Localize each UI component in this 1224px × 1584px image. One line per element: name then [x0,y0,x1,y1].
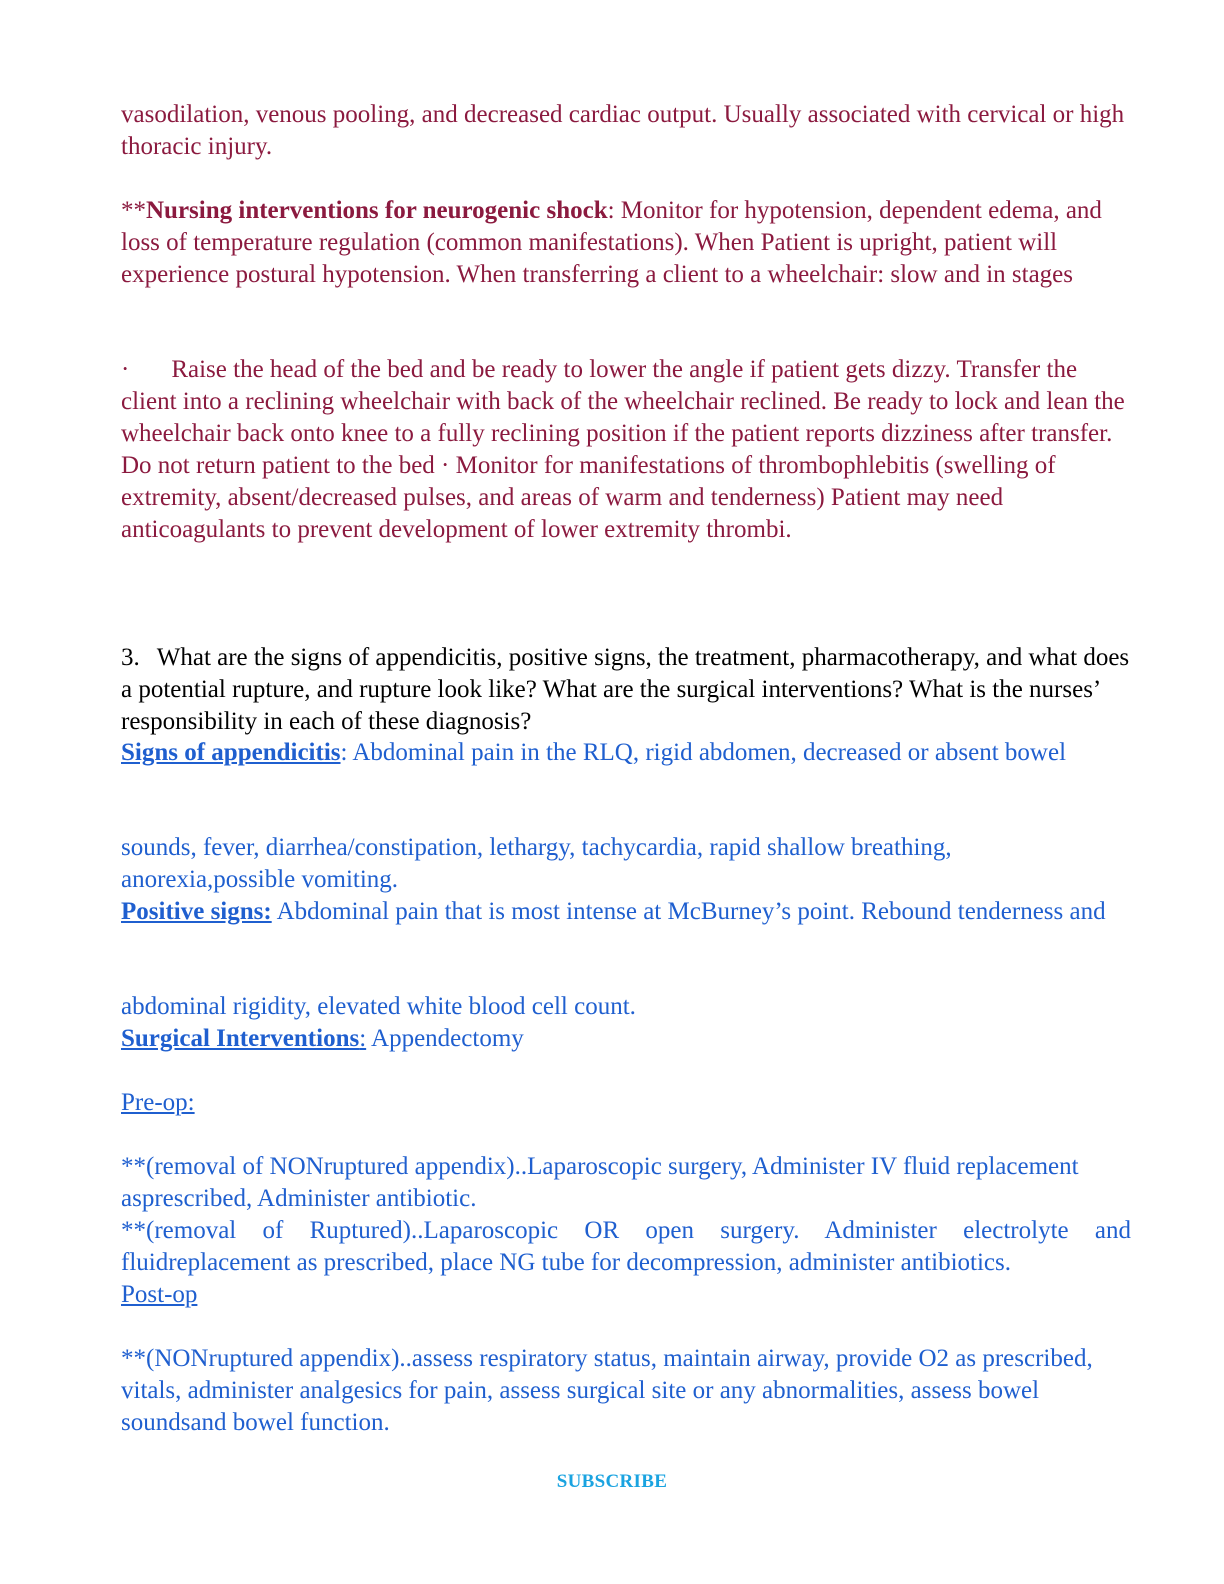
positive-signs-paragraph [121,896,1131,928]
surgical-colon: : [359,1025,367,1052]
signs-continued-text: sounds, fever, diarrhea/constipation, lethargy, tachycardia, rapid shallow breathing, anorexia,possible vomiting. [121,834,952,893]
surgical-interventions-text: Appendectomy [366,1025,524,1052]
positive-continued-paragraph [121,991,1131,1023]
preop-item-1-text: **(removal of NONruptured appendix)..Laparoscopic surgery, Administer IV fluid replacement asprescribed, Administer antibiotic. [121,1153,1079,1212]
surgical-interventions-paragraph [121,1023,1131,1055]
nursing-interventions-heading: Nursing interventions for neurogenic shock [146,197,608,224]
positive-continued-text: abdominal rigidity, elevated white blood cell count. [121,993,636,1020]
bullet-marker: · [121,356,130,383]
neurogenic-shock-paragraph [121,99,1131,163]
nursing-interventions-paragraph [121,195,1131,291]
postop-item-1 [121,1343,1131,1439]
question-number: 3. [121,644,140,671]
preop-heading: Pre-op: [121,1089,195,1116]
preop-item-1 [121,1151,1131,1215]
signs-heading: Signs of appendicitis [121,739,341,766]
positive-signs-text: Abdominal pain that is most intense at McBurney’s point. Rebound tenderness and [271,898,1106,925]
postop-heading: Post-op [121,1281,198,1308]
postop-item-1-text: **(NONruptured appendix)..assess respiratory status, maintain airway, provide O2 as prescribed, vitals, administer analgesics for pain, assess surgical site or any abnormalities, assess bowel soundsand bowel function. [121,1345,1093,1436]
subscribe-link[interactable]: SUBSCRIBE [556,1471,668,1492]
signs-paragraph [121,737,1131,769]
signs-text: : Abdominal pain in the RLQ, rigid abdomen, decreased or absent bowel [340,739,1067,766]
preop-item-2 [121,1215,1131,1279]
nursing-interventions-text: : Monitor for hypotension, dependent edema, and loss of temperature regulation (common manifestations). When Patient is upright, patient will experience postural hypotension. When transferring a client to a wheelchair: slow and in stages [121,197,1102,288]
bullet-paragraph [121,354,1131,546]
question-text: What are the signs of appendicitis, positive signs, the treatment, pharmacotherapy, and what does a potential rupture, and rupture look like? What are the surgical interventions? What is the nurses’ responsibility in each of these diagnosis? [121,644,1130,735]
postop-heading-paragraph [121,1279,1131,1311]
surgical-interventions-heading: Surgical Interventions [121,1025,360,1052]
preop-heading-paragraph [121,1087,1131,1119]
positive-signs-heading: Positive signs: [121,898,272,925]
preop-item-2-text: **(removal of Ruptured)..Laparoscopic OR open surgery. Administer electrolyte and fluidreplacement as prescribed, place NG tube for decompression, administer antibiotics. [121,1217,1131,1276]
asterisks: ** [121,197,146,224]
bullet-text: Raise the head of the bed and be ready to lower the angle if patient gets dizzy. Transfer the client into a reclining wheelchair with back of the wheelchair reclined. Be ready to lock and lean the wheelchair back onto knee to a fully reclining position if the patient reports dizziness after transfer. Do not return patient to the bed · Monitor for manifestations of thrombophlebitis (swelling of extremity, absent/decreased pulses, and areas of warm and tenderness) Patient may need anticoagulants to prevent development of lower extremity thrombi. [121,356,1125,543]
question-paragraph [121,642,1131,738]
neurogenic-text: vasodilation, venous pooling, and decreased cardiac output. Usually associated with cervical or high thoracic injury. [121,101,1125,160]
signs-continued-paragraph [121,832,1131,896]
